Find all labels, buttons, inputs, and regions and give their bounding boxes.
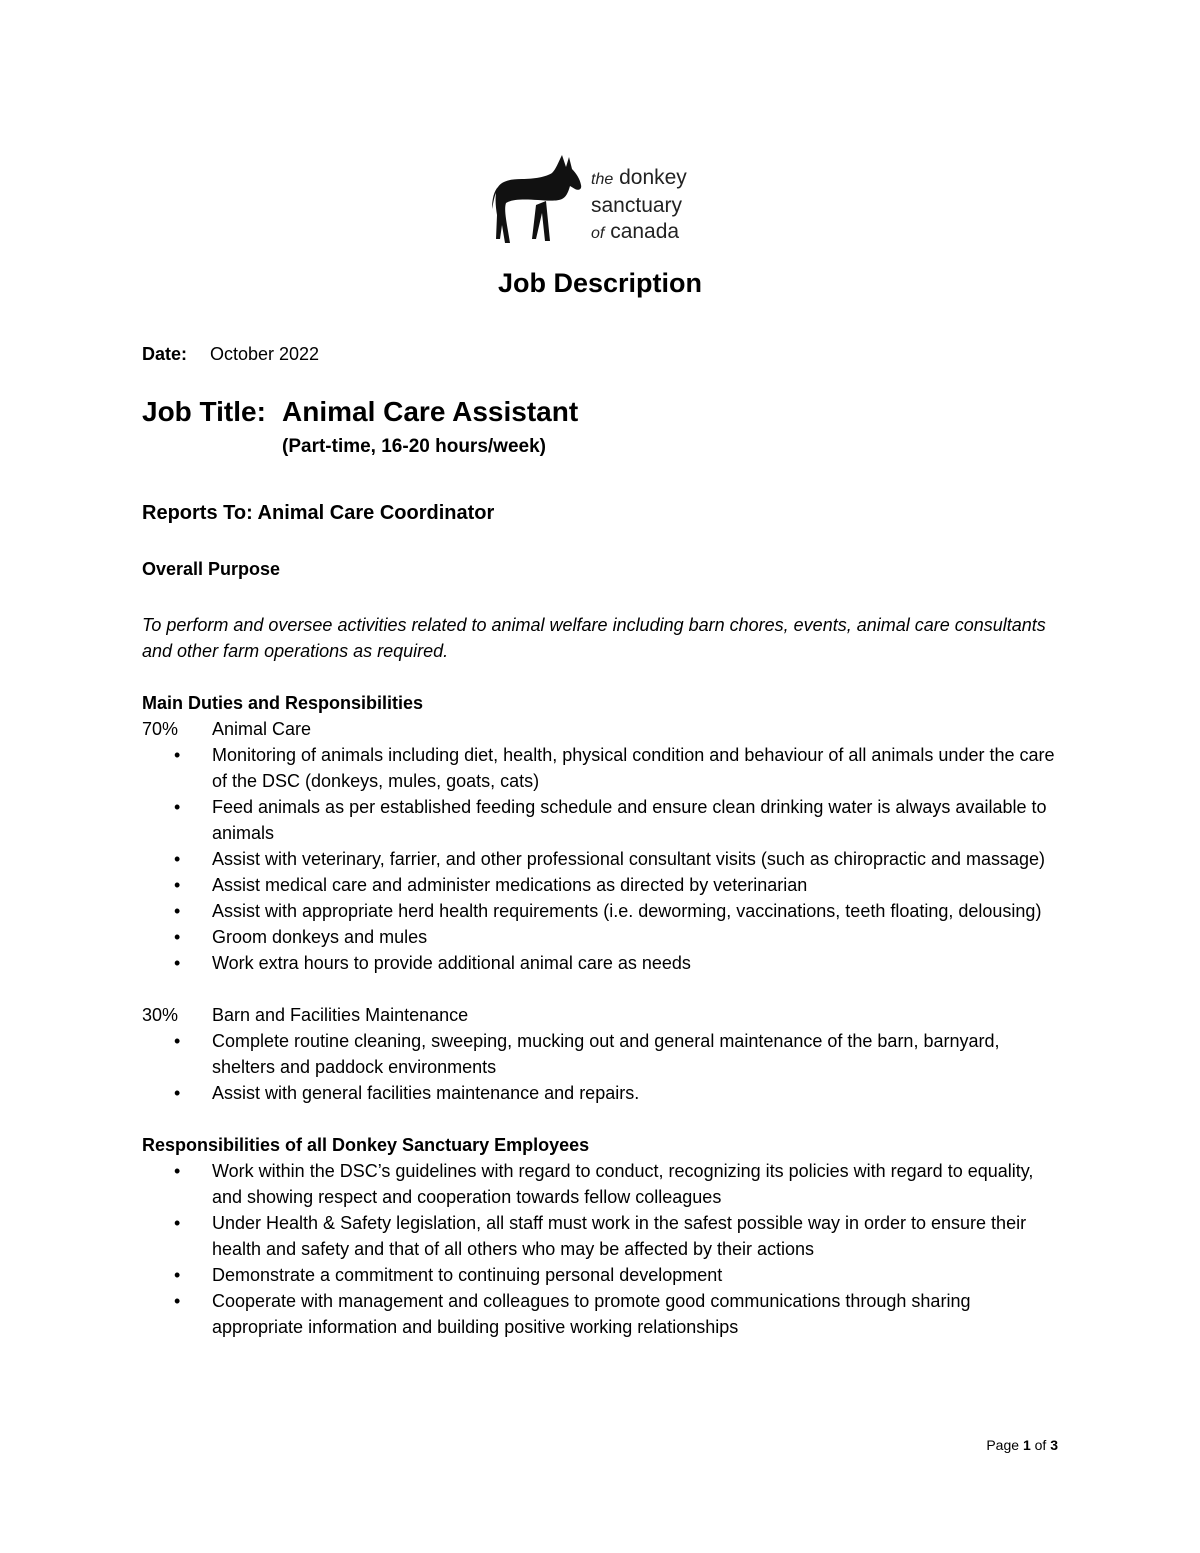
bullet-icon: • — [174, 1031, 181, 1051]
bullet-icon: • — [174, 953, 181, 973]
logo-word-the: the — [591, 171, 614, 188]
date-label: Date: — [142, 344, 188, 364]
list-item: • Work extra hours to provide additional animal care as needs — [142, 950, 1062, 976]
list-item: • Cooperate with management and colleagues to promote good communications through sharing appropriate information and building positive working relationships — [142, 1288, 1062, 1340]
document-title: Job Description — [497, 268, 703, 298]
page-footer — [986, 1437, 1058, 1453]
job-title-value: Animal Care Assistant — [282, 396, 579, 427]
logo-word-sanctuary: sanctuary — [591, 194, 683, 217]
list-item: • Demonstrate a commitment to continuing personal development — [142, 1262, 1062, 1288]
duty-section-title: Barn and Facilities Maintenance — [212, 1005, 469, 1025]
bullet-icon: • — [174, 1265, 181, 1285]
overall-purpose-text: To perform and oversee activities related to animal welfare including barn chores, events, animal care consultants and other farm operations as required. — [142, 615, 1046, 661]
list-item: • Monitoring of animals including diet, health, physical condition and behaviour of all animals under the care of the DSC (donkeys, mules, goats, cats) — [142, 742, 1062, 794]
bullet-icon: • — [174, 1291, 181, 1311]
list-item: • Complete routine cleaning, sweeping, mucking out and general maintenance of the barn, barnyard, shelters and paddock environments — [142, 1028, 1062, 1080]
employee-responsibilities-list — [142, 1158, 1062, 1340]
list-item: • Assist medical care and administer medications as directed by veterinarian — [142, 872, 1062, 898]
duty-section-header — [142, 716, 1062, 742]
bullet-icon: • — [174, 927, 181, 947]
logo-word-donkey: donkey — [619, 166, 687, 189]
job-title-label: Job Title: — [142, 396, 266, 427]
main-duties — [142, 690, 1062, 1340]
job-title-subtitle: (Part-time, 16-20 hours/week) — [282, 436, 546, 457]
page-total: 3 — [1050, 1437, 1058, 1453]
of-word: of — [1034, 1437, 1047, 1453]
overall-purpose-heading: Overall Purpose — [142, 559, 281, 579]
logo-word-of: of — [591, 225, 605, 242]
animal-care-list — [142, 742, 1062, 976]
employee-responsibilities-heading: Responsibilities of all Donkey Sanctuary Employees — [142, 1135, 590, 1155]
job-title — [142, 396, 578, 428]
date-row — [142, 344, 319, 365]
bullet-icon: • — [174, 875, 181, 895]
bullet-icon: • — [174, 797, 181, 817]
page-number: 1 — [1022, 1437, 1031, 1453]
duty-percent: 70% — [142, 719, 179, 739]
date-value: October 2022 — [210, 344, 320, 364]
sanctuary-logo — [492, 150, 712, 245]
logo-word-canada: canada — [610, 220, 680, 243]
list-item: • Assist with general facilities maintenance and repairs. — [142, 1080, 1062, 1106]
barn-maintenance-list — [142, 1028, 1062, 1106]
list-item: • Groom donkeys and mules — [142, 924, 1062, 950]
list-item: • Feed animals as per established feeding schedule and ensure clean drinking water is always available to animals — [142, 794, 1062, 846]
donkey-silhouette-icon — [492, 153, 584, 245]
reports-to: Reports To: Animal Care Coordinator — [142, 502, 495, 524]
main-duties-heading: Main Duties and Responsibilities — [142, 693, 424, 713]
bullet-icon: • — [174, 1083, 181, 1103]
list-item: • Work within the DSC’s guidelines with regard to conduct, recognizing its policies with regard to equality, and showing respect and cooperation towards fellow colleagues — [142, 1158, 1062, 1210]
bullet-icon: • — [174, 1213, 181, 1233]
list-item: • Assist with veterinary, farrier, and other professional consultant visits (such as chiropractic and massage) — [142, 846, 1062, 872]
duty-percent: 30% — [142, 1005, 179, 1025]
duty-section-header — [142, 1002, 1062, 1028]
bullet-icon: • — [174, 849, 181, 869]
bullet-icon: • — [174, 901, 181, 921]
bullet-icon: • — [174, 745, 181, 765]
bullet-icon: • — [174, 1161, 181, 1181]
list-item: • Assist with appropriate herd health requirements (i.e. deworming, vaccinations, teeth floating, delousing) — [142, 898, 1062, 924]
list-item: • Under Health & Safety legislation, all staff must work in the safest possible way in order to ensure their health and safety and that of all others who may be affected by their actions — [142, 1210, 1062, 1262]
duty-section-title: Animal Care — [212, 719, 312, 739]
page-word: Page — [986, 1437, 1020, 1453]
